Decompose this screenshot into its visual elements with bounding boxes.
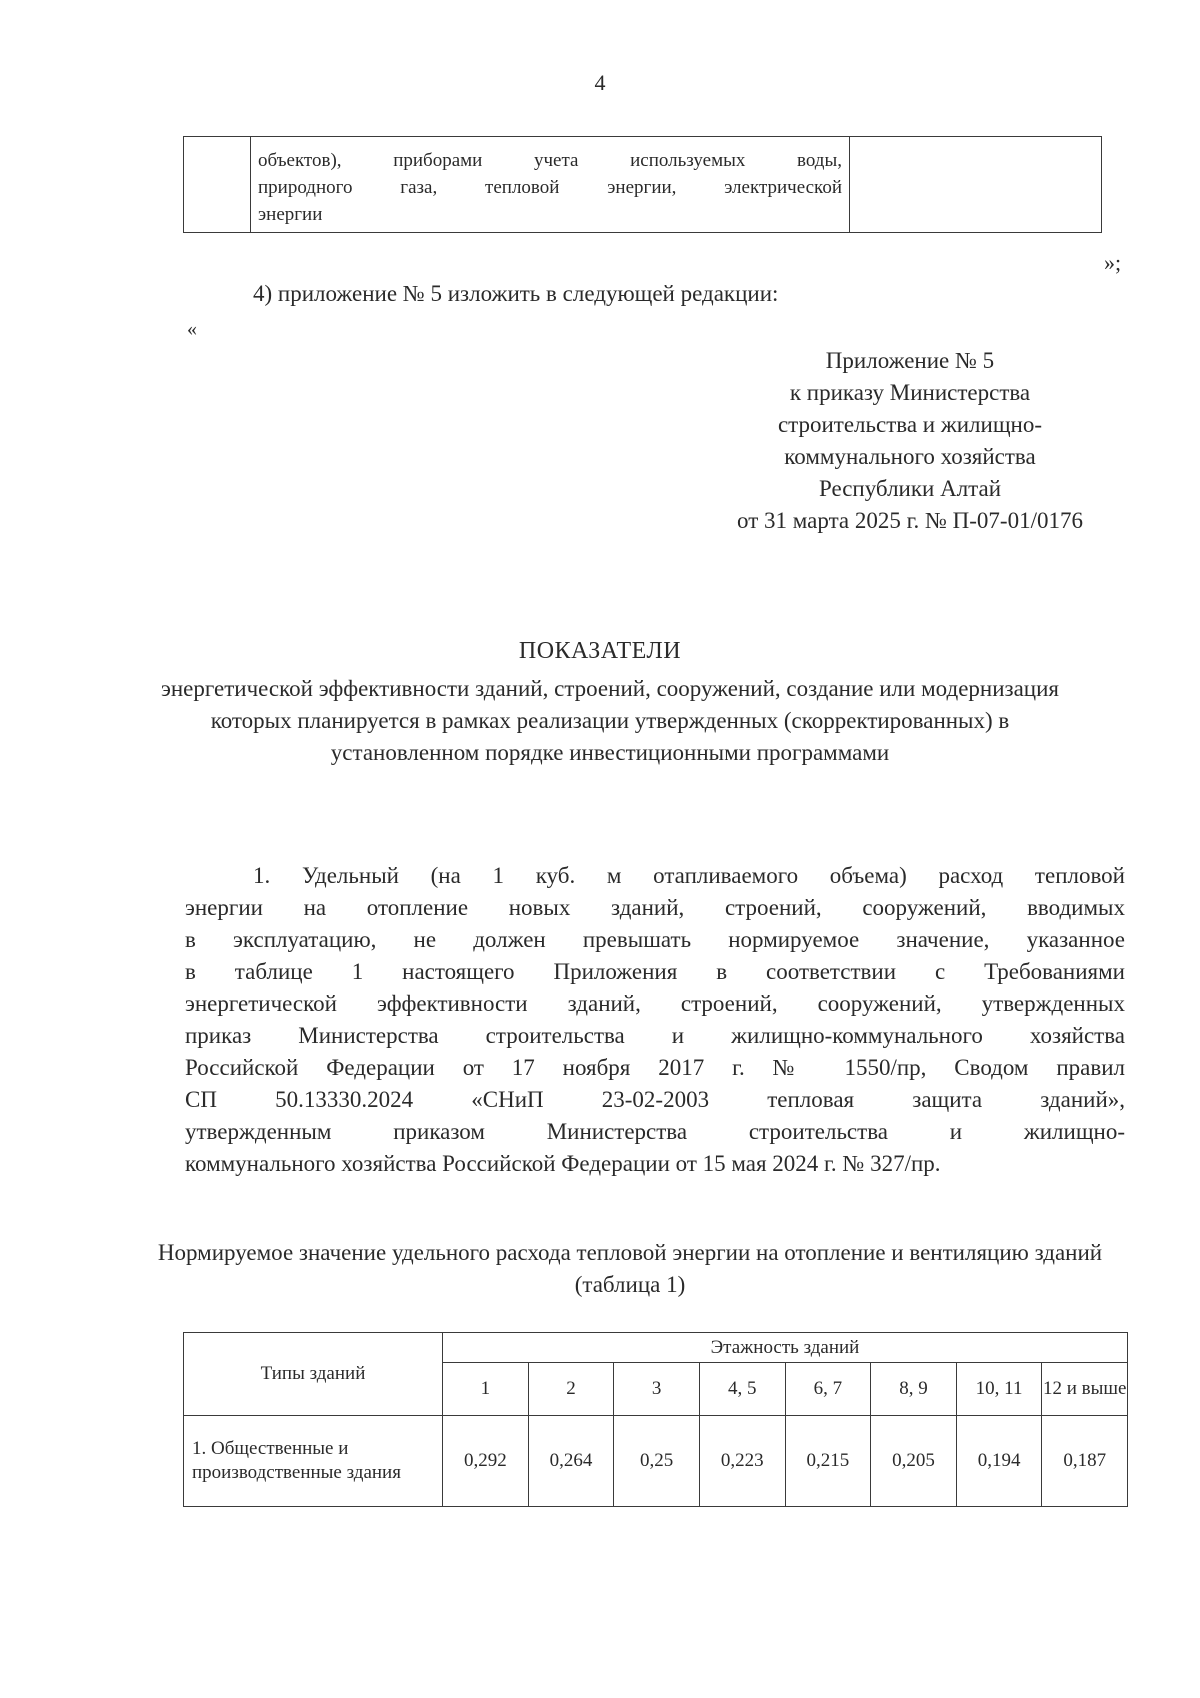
table-header-building-type: Типы зданий [184, 1333, 443, 1416]
paragraph-line: приказ Министерства строительства и жилищно-коммунального хозяйства [185, 1023, 1125, 1048]
appendix-line: строительства и жилищно- [777, 412, 1043, 437]
continuation-table-number-cell [184, 137, 251, 233]
table-header-floor: 10, 11 [956, 1363, 1042, 1416]
paragraph-line: СП 50.13330.2024 «СНиП 23-02-2003 тепловая защита зданий», [185, 1087, 1125, 1112]
paragraph-line: энергетической эффективности зданий, строений, сооружений, утвержденных [185, 991, 1125, 1016]
paragraph-line: коммунального хозяйства Российской Федерации от 15 мая 2024 г. № 327/пр. [185, 1151, 941, 1176]
continuation-line: объектов), приборами учета используемых воды, [258, 150, 842, 171]
appendix-line: Приложение № 5 [825, 348, 995, 373]
paragraph-line: Российской Федерации от 17 ноября 2017 г. № 1550/пр, Сводом правил [185, 1055, 1125, 1080]
table-cell-value: 0,187 [1042, 1416, 1128, 1507]
page-number: 4 [594, 70, 606, 95]
continuation-line: природного газа, тепловой энергии, электрической [258, 177, 842, 198]
appendix-header [690, 345, 1130, 537]
appendix-line: коммунального хозяйства [784, 444, 1036, 469]
table-header-floor: 1 [443, 1363, 529, 1416]
continuation-line: энергии [258, 204, 323, 225]
appendix-line: от 31 марта 2025 г. № П-07-01/0176 [737, 508, 1083, 533]
table-cell-value: 0,194 [956, 1416, 1042, 1507]
table-cell-value: 0,215 [785, 1416, 871, 1507]
appendix-line: Республики Алтай [818, 476, 1002, 501]
paragraph-line: энергии на отопление новых зданий, строений, сооружений, вводимых [185, 895, 1125, 920]
table-header-floor: 6, 7 [785, 1363, 871, 1416]
paragraph-line: в эксплуатацию, не должен превышать нормируемое значение, указанное [185, 927, 1125, 952]
table-header-floor: 4, 5 [699, 1363, 785, 1416]
paragraph-1 [185, 860, 1125, 1180]
table-cell-value: 0,205 [871, 1416, 957, 1507]
table-header-floors: Этажность зданий [443, 1333, 1128, 1363]
table-caption: Нормируемое значение удельного расхода тепловой энергии на отопление и вентиляцию зданий (таблица 1) [157, 1240, 1103, 1297]
table-row [184, 1416, 1128, 1507]
table-cell-value: 0,292 [443, 1416, 529, 1507]
table-header-floor: 2 [528, 1363, 614, 1416]
paragraph-line: утвержденным приказом Министерства строительства и жилищно- [185, 1119, 1125, 1144]
opening-quote: « [187, 318, 197, 340]
table-header-floor: 12 и выше [1042, 1363, 1128, 1416]
appendix-line: к приказу Министерства [789, 380, 1031, 405]
table-cell-building-type: 1. Общественные и производственные здания [184, 1416, 443, 1507]
continuation-table-text-cell [251, 137, 850, 233]
table-cell-value: 0,223 [699, 1416, 785, 1507]
table-header-floor: 8, 9 [871, 1363, 957, 1416]
paragraph-line: 1. Удельный (на 1 куб. м отапливаемого объема) расход тепловой [253, 863, 1125, 888]
table-header-floor: 3 [614, 1363, 700, 1416]
energy-table [183, 1332, 1128, 1507]
paragraph-line: в таблице 1 настоящего Приложения в соответствии с Требованиями [185, 959, 1125, 984]
document-title: ПОКАЗАТЕЛИ [518, 638, 682, 664]
document-subtitle: энергетической эффективности зданий, строений, сооружений, создание или модернизация которых планируется в рамках реализации утвержденных (скорректированных) в установленном порядке инвестиционными программами [160, 676, 1060, 765]
item-4-text: 4) приложение № 5 изложить в следующей редакции: [253, 281, 779, 306]
table-cell-value: 0,25 [614, 1416, 700, 1507]
continuation-table [183, 136, 1102, 233]
continuation-table-empty-cell [850, 137, 1102, 233]
closing-quote: »; [1104, 250, 1122, 275]
table-cell-value: 0,264 [528, 1416, 614, 1507]
